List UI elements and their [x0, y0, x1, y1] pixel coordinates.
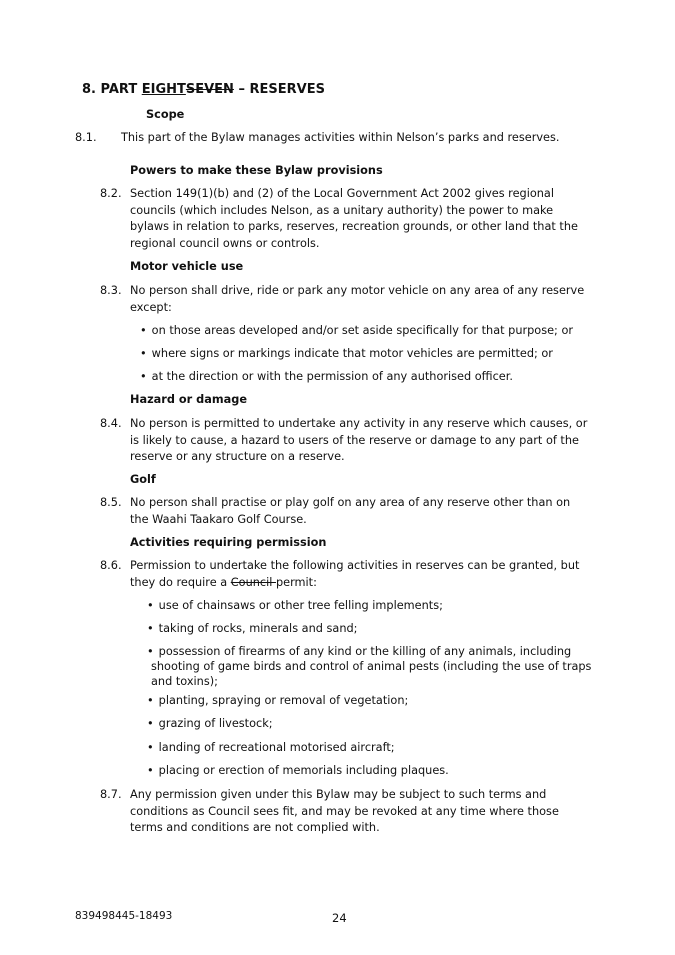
- heading-suffix: – RESERVES: [233, 82, 325, 97]
- list-item: • landing of recreational motorised aircraft;: [147, 740, 395, 757]
- text-line: regional council owns or controls.: [130, 236, 320, 250]
- golf-title: Golf: [130, 473, 156, 486]
- motor-title: Motor vehicle use: [130, 260, 244, 273]
- scope-title: Scope: [146, 108, 185, 121]
- text-line: Permission to undertake the following activities in reserves can be granted, but: [130, 559, 580, 572]
- list-item: • where signs or markings indicate that motor vehicles are permitted; or: [140, 346, 553, 363]
- heading-deleted: SEVEN: [185, 82, 234, 97]
- clause-number: 8.5.: [100, 496, 122, 509]
- text-line: • possession of firearms of any kind or the killing of any animals, including: [147, 644, 607, 659]
- clause-text: This part of the Bylaw manages activities within Nelson’s parks and reserves.: [121, 131, 560, 144]
- list-item: • at the direction or with the permission of any authorised officer.: [140, 369, 513, 386]
- hazard-title: Hazard or damage: [130, 393, 247, 406]
- text-fragment: they do require a: [130, 575, 231, 589]
- motor-text: [130, 283, 600, 316]
- text-line: shooting of game birds and control of animal pests (including the use of traps: [151, 660, 592, 673]
- clause-number: 8.6.: [100, 559, 122, 572]
- hazard-text: [130, 416, 600, 466]
- list-item: • taking of rocks, minerals and sand;: [147, 621, 357, 638]
- text-line: No person shall drive, ride or park any motor vehicle on any area of any reserve: [130, 284, 585, 297]
- deleted-text: Council: [230, 575, 276, 589]
- clause-number: 8.4.: [100, 417, 122, 430]
- list-item: [147, 644, 607, 689]
- powers-title: Powers to make these Bylaw provisions: [130, 164, 383, 177]
- text-line: Any permission given under this Bylaw may be subject to such terms and: [130, 788, 547, 801]
- text-fragment: permit:: [275, 575, 317, 589]
- list-item: • use of chainsaws or other tree felling implements;: [147, 598, 443, 615]
- text-line: the Waahi Taakaro Golf Course.: [130, 512, 307, 526]
- text-line: [130, 575, 600, 592]
- permission-text: [130, 787, 600, 837]
- document-id: 839498445-18493: [75, 910, 173, 922]
- text-line: and toxins);: [151, 675, 218, 688]
- clause-number: 8.7.: [100, 788, 122, 801]
- text-line: bylaws in relation to parks, reserves, recreation grounds, or other land that the: [130, 220, 578, 233]
- heading-prefix: 8. PART: [82, 82, 142, 97]
- list-item: • placing or erection of memorials including plaques.: [147, 763, 449, 780]
- text-line: terms and conditions are not complied with.: [130, 821, 380, 834]
- text-line: except:: [130, 300, 172, 314]
- list-item: • planting, spraying or removal of vegetation;: [147, 693, 408, 710]
- clause-number: 8.3.: [100, 284, 122, 297]
- heading-inserted: EIGHT: [141, 82, 186, 97]
- page-number: 24: [332, 911, 347, 925]
- golf-text: [130, 495, 600, 528]
- text-line: No person shall practise or play golf on any area of any reserve other than on: [130, 496, 571, 509]
- clause-number: 8.1.: [75, 131, 97, 144]
- powers-text: [130, 186, 600, 252]
- text-line: is likely to cause, a hazard to users of the reserve or damage to any part of the: [130, 433, 579, 447]
- list-item: • grazing of livestock;: [147, 716, 273, 733]
- text-line: conditions as Council sees fit, and may be revoked at any time where those: [130, 804, 559, 818]
- part-heading: [82, 82, 325, 99]
- text-line: Section 149(1)(b) and (2) of the Local Government Act 2002 gives regional: [130, 187, 554, 200]
- activities-title: Activities requiring permission: [130, 536, 327, 549]
- activities-text: [130, 558, 600, 591]
- text-line: No person is permitted to undertake any activity in any reserve which causes, or: [130, 417, 588, 430]
- list-item: • on those areas developed and/or set aside specifically for that purpose; or: [140, 323, 573, 340]
- clause-number: 8.2.: [100, 187, 122, 200]
- text-line: councils (which includes Nelson, as a unitary authority) the power to make: [130, 203, 554, 217]
- text-line: reserve or any structure on a reserve.: [130, 450, 345, 463]
